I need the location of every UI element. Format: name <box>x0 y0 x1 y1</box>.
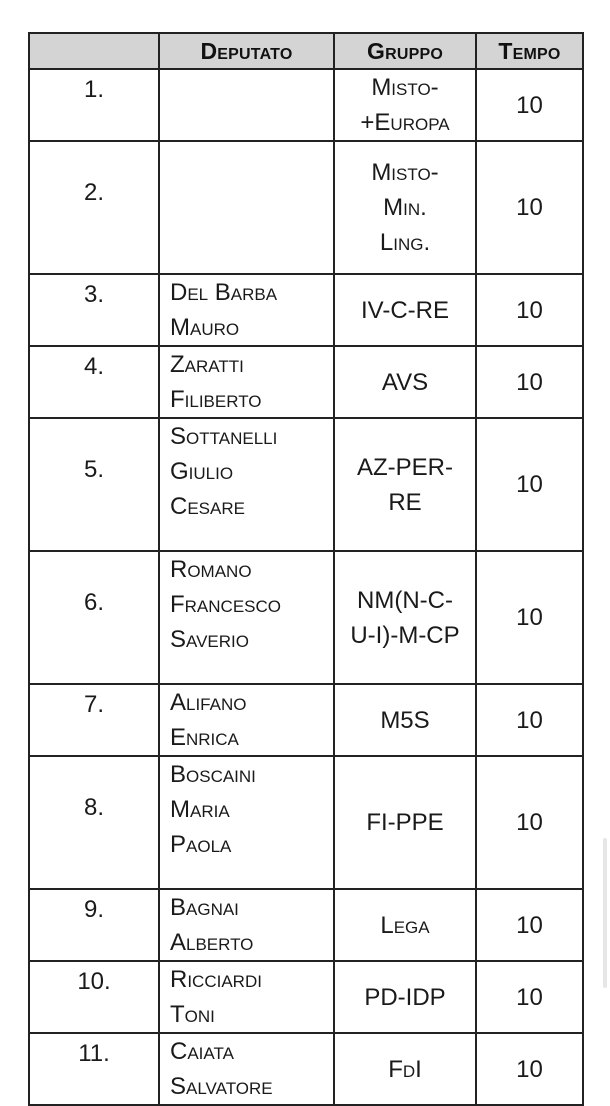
table-row <box>29 684 583 756</box>
deputy-name: Del Barba Mauro <box>159 274 334 346</box>
header-gruppo: Gruppo <box>334 33 476 69</box>
row-number: 2. <box>29 141 159 274</box>
row-number: 4. <box>29 346 159 418</box>
table-row <box>29 141 583 274</box>
table-row <box>29 274 583 346</box>
row-number: 11. <box>29 1033 159 1105</box>
table-row <box>29 346 583 418</box>
time-value: 10 <box>476 141 583 274</box>
time-value: 10 <box>476 418 583 551</box>
table-row <box>29 1033 583 1105</box>
speakers-table <box>28 32 584 1106</box>
table-row <box>29 69 583 141</box>
row-number: 5. <box>29 418 159 551</box>
group-name: AZ-PER- RE <box>334 418 476 551</box>
deputy-name <box>159 69 334 141</box>
time-value: 10 <box>476 69 583 141</box>
group-name: FdI <box>334 1033 476 1105</box>
deputy-name: Alifano Enrica <box>159 684 334 756</box>
deputy-name: Zaratti Filiberto <box>159 346 334 418</box>
deputy-name: Romano Francesco Saverio <box>159 551 334 684</box>
row-number: 6. <box>29 551 159 684</box>
header-row <box>29 33 583 69</box>
row-number: 7. <box>29 684 159 756</box>
time-value: 10 <box>476 1033 583 1105</box>
row-number: 9. <box>29 889 159 961</box>
time-value: 10 <box>476 684 583 756</box>
row-number: 8. <box>29 756 159 889</box>
table-row <box>29 961 583 1033</box>
deputy-name: Boscaini Maria Paola <box>159 756 334 889</box>
time-value: 10 <box>476 889 583 961</box>
header-deputato: Deputato <box>159 33 334 69</box>
group-name: FI-PPE <box>334 756 476 889</box>
group-name: Misto- Min. Ling. <box>334 141 476 274</box>
time-value: 10 <box>476 756 583 889</box>
table-row <box>29 756 583 889</box>
time-value: 10 <box>476 961 583 1033</box>
table-row <box>29 418 583 551</box>
deputy-name: Sottanelli Giulio Cesare <box>159 418 334 551</box>
row-number: 10. <box>29 961 159 1033</box>
group-name: IV-C-RE <box>334 274 476 346</box>
group-name: M5S <box>334 684 476 756</box>
group-name: AVS <box>334 346 476 418</box>
deputy-name: Ricciardi Toni <box>159 961 334 1033</box>
row-number: 1. <box>29 69 159 141</box>
row-number: 3. <box>29 274 159 346</box>
time-value: 10 <box>476 346 583 418</box>
deputy-name: Bagnai Alberto <box>159 889 334 961</box>
header-empty-cell <box>29 33 159 69</box>
time-value: 10 <box>476 551 583 684</box>
group-name: NM(N-C- U-I)-M-CP <box>334 551 476 684</box>
deputy-name <box>159 141 334 274</box>
header-tempo: Tempo <box>476 33 583 69</box>
table-row <box>29 551 583 684</box>
table-row <box>29 889 583 961</box>
group-name: Lega <box>334 889 476 961</box>
scrollbar[interactable] <box>603 838 607 988</box>
time-value: 10 <box>476 274 583 346</box>
group-name: PD-IDP <box>334 961 476 1033</box>
group-name: Misto- +Europa <box>334 69 476 141</box>
deputy-name: Caiata Salvatore <box>159 1033 334 1105</box>
